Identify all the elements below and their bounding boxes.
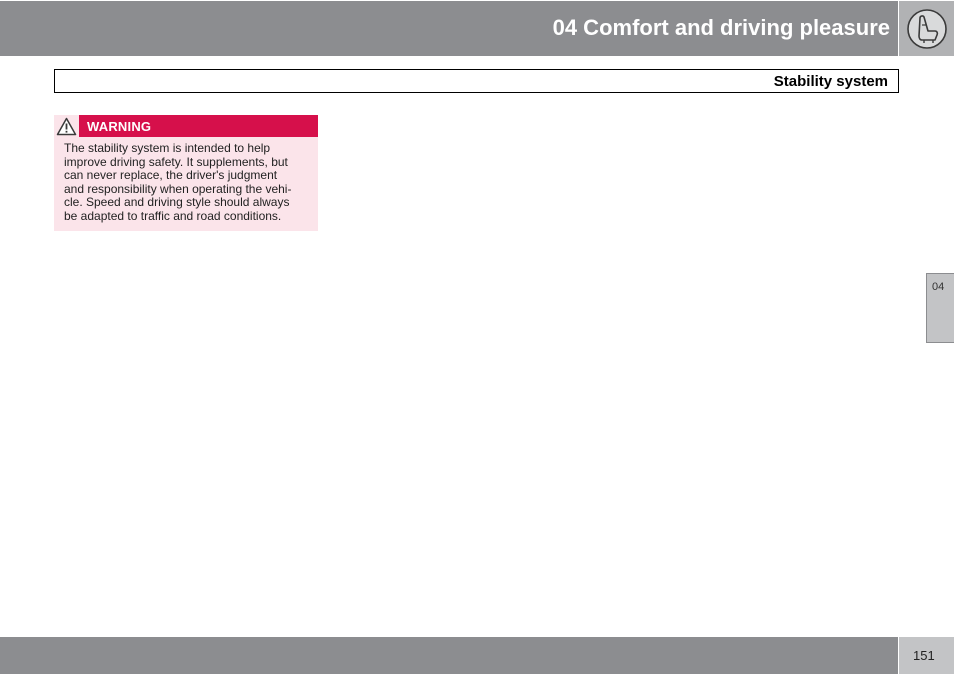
warning-text-line: improve driving safety. It supplements, but [64, 154, 288, 169]
section-title: Stability system [773, 73, 888, 90]
warning-text-line: be adapted to traffic and road conditions. [64, 208, 282, 223]
warning-box [54, 115, 318, 231]
header-band [0, 1, 898, 56]
warning-text-line: The stability system is intended to help [64, 141, 271, 155]
warning-label: WARNING [87, 119, 152, 134]
warning-header [54, 115, 318, 137]
warning-text [54, 137, 318, 224]
warning-text-line: can never replace, the driver's judgment [64, 168, 278, 183]
page-number: 151 [913, 648, 935, 663]
chapter-title: 04 Comfort and driving pleasure [552, 15, 890, 40]
seat-icon [905, 7, 949, 51]
warning-icon-box [54, 115, 79, 137]
section-title-bar [54, 69, 899, 93]
side-tab-label: 04 [932, 281, 945, 293]
warning-triangle-icon [56, 117, 77, 136]
chapter-icon-box [899, 1, 954, 56]
warning-text-line: cle. Speed and driving style should always [64, 195, 290, 210]
page-number-box [899, 637, 954, 674]
chapter-side-tab [926, 273, 954, 343]
footer-band [0, 637, 898, 674]
warning-text-line: and responsibility when operating the vehi- [64, 181, 292, 196]
